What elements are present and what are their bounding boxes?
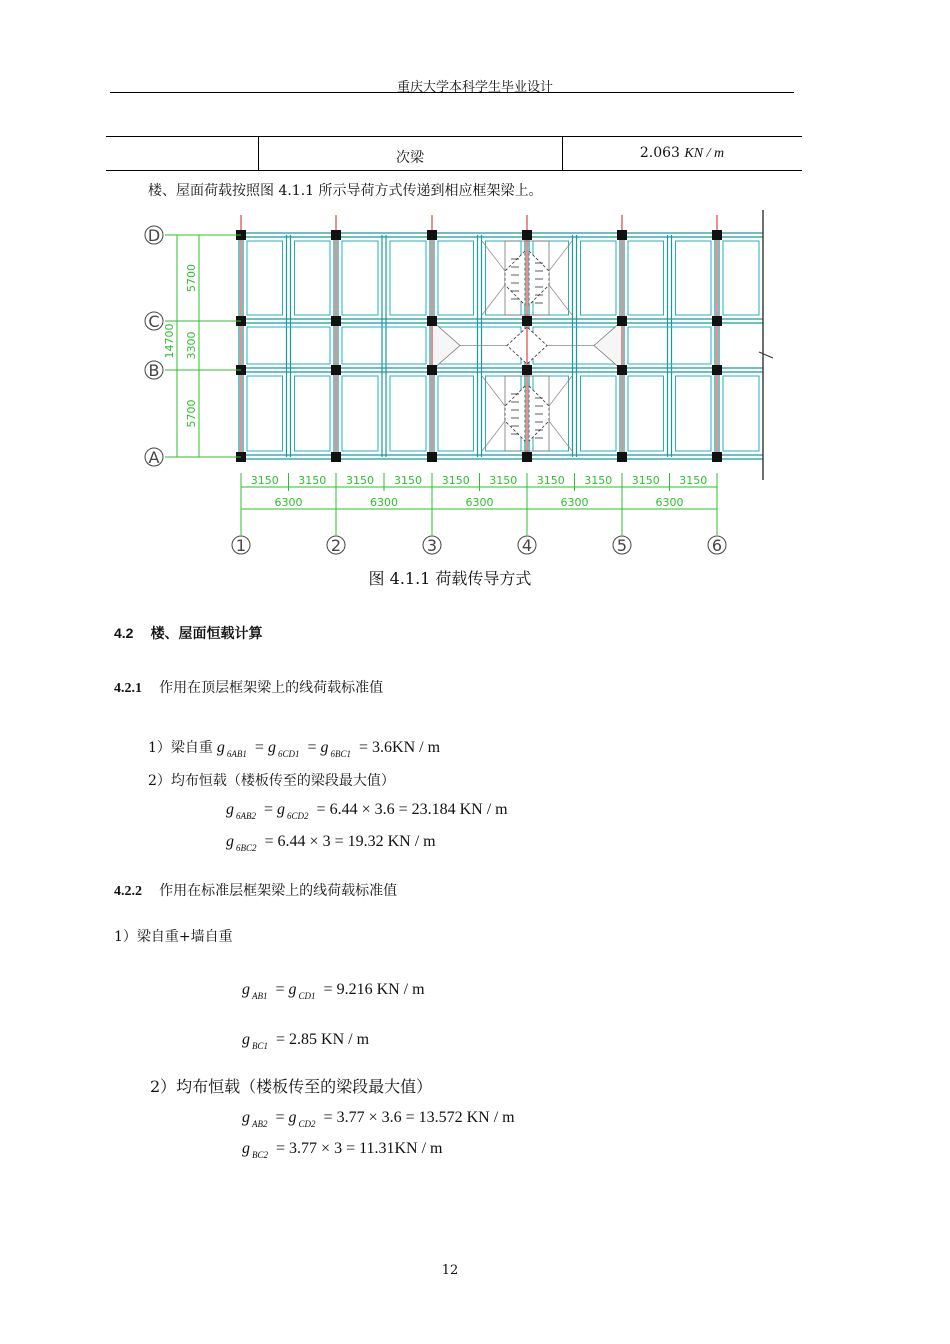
axis-label: 5 xyxy=(616,536,628,555)
s421-eq1: 1）梁自重 g $_{6AB1}$ = g $_{6CD1}$ = g $_{6BC1}$ = 3.6KN / m xyxy=(148,739,441,759)
column xyxy=(427,452,437,462)
axis-label: 3 xyxy=(426,536,438,555)
load-transfer-figure xyxy=(135,210,775,560)
axis-label: 2 xyxy=(330,536,342,555)
hatched-load-area xyxy=(529,251,549,305)
slab-panel xyxy=(247,376,283,451)
slab-panel xyxy=(295,241,331,315)
page-header: 重庆大学本科学生毕业设计 xyxy=(396,80,553,95)
axis-label: B xyxy=(148,361,160,380)
half-span-label: 3150 xyxy=(489,474,518,487)
section-4-2-1-heading: 4.2.1 作用在顶层框架梁上的线荷载标准值 xyxy=(114,680,384,696)
slab-panel xyxy=(390,376,426,451)
column xyxy=(331,230,341,240)
load-area xyxy=(594,321,622,370)
column xyxy=(522,230,532,240)
column xyxy=(617,365,627,375)
half-span-label: 3150 xyxy=(441,474,470,487)
s422-eq4: g $_{BC2}$ = 3.77 × 3 = 11.31KN / m xyxy=(242,1140,443,1160)
s422-eq3: g $_{AB2}$ = g $_{CD2}$ = 3.77 × 3.6 = 13.572 KN / m xyxy=(242,1109,515,1129)
value-unit: KN / m xyxy=(684,146,725,161)
span-label: 6300 xyxy=(465,496,494,509)
hatched-load-area xyxy=(529,386,549,441)
slab-panel xyxy=(342,376,378,451)
slab-panel xyxy=(628,327,711,364)
column xyxy=(522,365,532,375)
column xyxy=(712,365,722,375)
slab-panel xyxy=(438,241,474,315)
column xyxy=(522,452,532,462)
column xyxy=(427,230,437,240)
intro-paragraph: 楼、屋面荷载按照图 4.1.1 所示导荷方式传递到相应框架梁上。 xyxy=(148,183,543,199)
slab-panel xyxy=(295,376,331,451)
s421-eq2: g $_{6AB2}$ = g $_{6CD2}$ = 6.44 × 3.6 = 23.184 KN / m xyxy=(226,801,508,821)
slab-panel xyxy=(390,241,426,315)
slab-panel xyxy=(581,241,617,315)
row-total-dimension-label: 14700 xyxy=(163,323,176,359)
column xyxy=(331,365,341,375)
column xyxy=(427,365,437,375)
half-span-label: 3150 xyxy=(394,474,422,487)
table-cell-name: 次梁 xyxy=(396,150,424,166)
slab-panel xyxy=(342,241,378,315)
beam-table-row xyxy=(106,136,802,171)
slab-panel xyxy=(438,376,474,451)
s422-eq2: g $_{BC1}$ = 2.85 KN / m xyxy=(242,1031,370,1051)
half-span-label: 3150 xyxy=(536,474,565,487)
half-span-label: 3150 xyxy=(250,474,279,487)
axis-label: C xyxy=(148,312,160,331)
page-number: 12 xyxy=(441,1263,459,1278)
s421-eq3: g $_{6BC2}$ = 6.44 × 3 = 19.32 KN / m xyxy=(226,833,436,853)
s422-item2-label: 2）均布恒载（楼板传至的梁段最大值） xyxy=(150,1077,433,1096)
column xyxy=(522,316,532,326)
break-mark xyxy=(759,352,773,358)
s422-eq1: g $_{AB1}$ = g $_{CD1}$ = 9.216 KN / m xyxy=(242,981,425,1001)
half-span-label: 3150 xyxy=(679,474,708,487)
section-4-2-2-heading: 4.2.2 作用在标准层框架梁上的线荷载标准值 xyxy=(114,883,398,899)
slab-panel xyxy=(723,376,759,451)
s421-item2-label: 2）均布恒载（楼板传至的梁段最大值） xyxy=(148,773,395,789)
column xyxy=(617,316,627,326)
half-span-label: 3150 xyxy=(346,474,374,487)
axis-label: D xyxy=(147,226,161,245)
section-4-2-heading: 4.2 楼、屋面恒载计算 xyxy=(114,625,263,642)
row-dimension-label: 5700 xyxy=(185,264,198,292)
slab-panel xyxy=(676,241,712,315)
span-label: 6300 xyxy=(274,496,303,509)
slab-panel xyxy=(676,376,712,451)
slab-panel xyxy=(247,327,330,364)
slab-panel xyxy=(581,376,617,451)
span-label: 6300 xyxy=(560,496,589,509)
axis-label: 4 xyxy=(521,536,533,555)
slab-panel xyxy=(628,241,664,315)
figure-caption: 图 4.1.1 荷载传导方式 xyxy=(368,569,532,588)
column xyxy=(712,230,722,240)
column xyxy=(427,316,437,326)
axis-label: 1 xyxy=(235,536,247,555)
header-rule xyxy=(110,92,794,93)
column xyxy=(331,452,341,462)
slab-panel xyxy=(247,241,283,315)
half-span-label: 3150 xyxy=(584,474,613,487)
span-label: 6300 xyxy=(655,496,684,509)
column xyxy=(617,230,627,240)
slab-panel xyxy=(723,241,759,315)
slab-panel xyxy=(628,376,664,451)
axis-label: 6 xyxy=(711,536,723,555)
load-area xyxy=(432,321,460,370)
slab-panel xyxy=(342,327,426,364)
s422-item1-label: 1）梁自重+墙自重 xyxy=(114,929,233,945)
table-cell-value xyxy=(562,145,802,162)
column xyxy=(617,452,627,462)
row-dimension-label: 5700 xyxy=(185,399,198,428)
half-span-label: 3150 xyxy=(631,474,660,487)
row-dimension-label: 3300 xyxy=(185,331,198,360)
half-span-label: 3150 xyxy=(298,474,327,487)
axis-label: A xyxy=(148,448,160,467)
column xyxy=(712,316,722,326)
value-number: 2.063 xyxy=(639,145,680,161)
column xyxy=(712,452,722,462)
span-label: 6300 xyxy=(370,496,398,509)
column xyxy=(331,316,341,326)
